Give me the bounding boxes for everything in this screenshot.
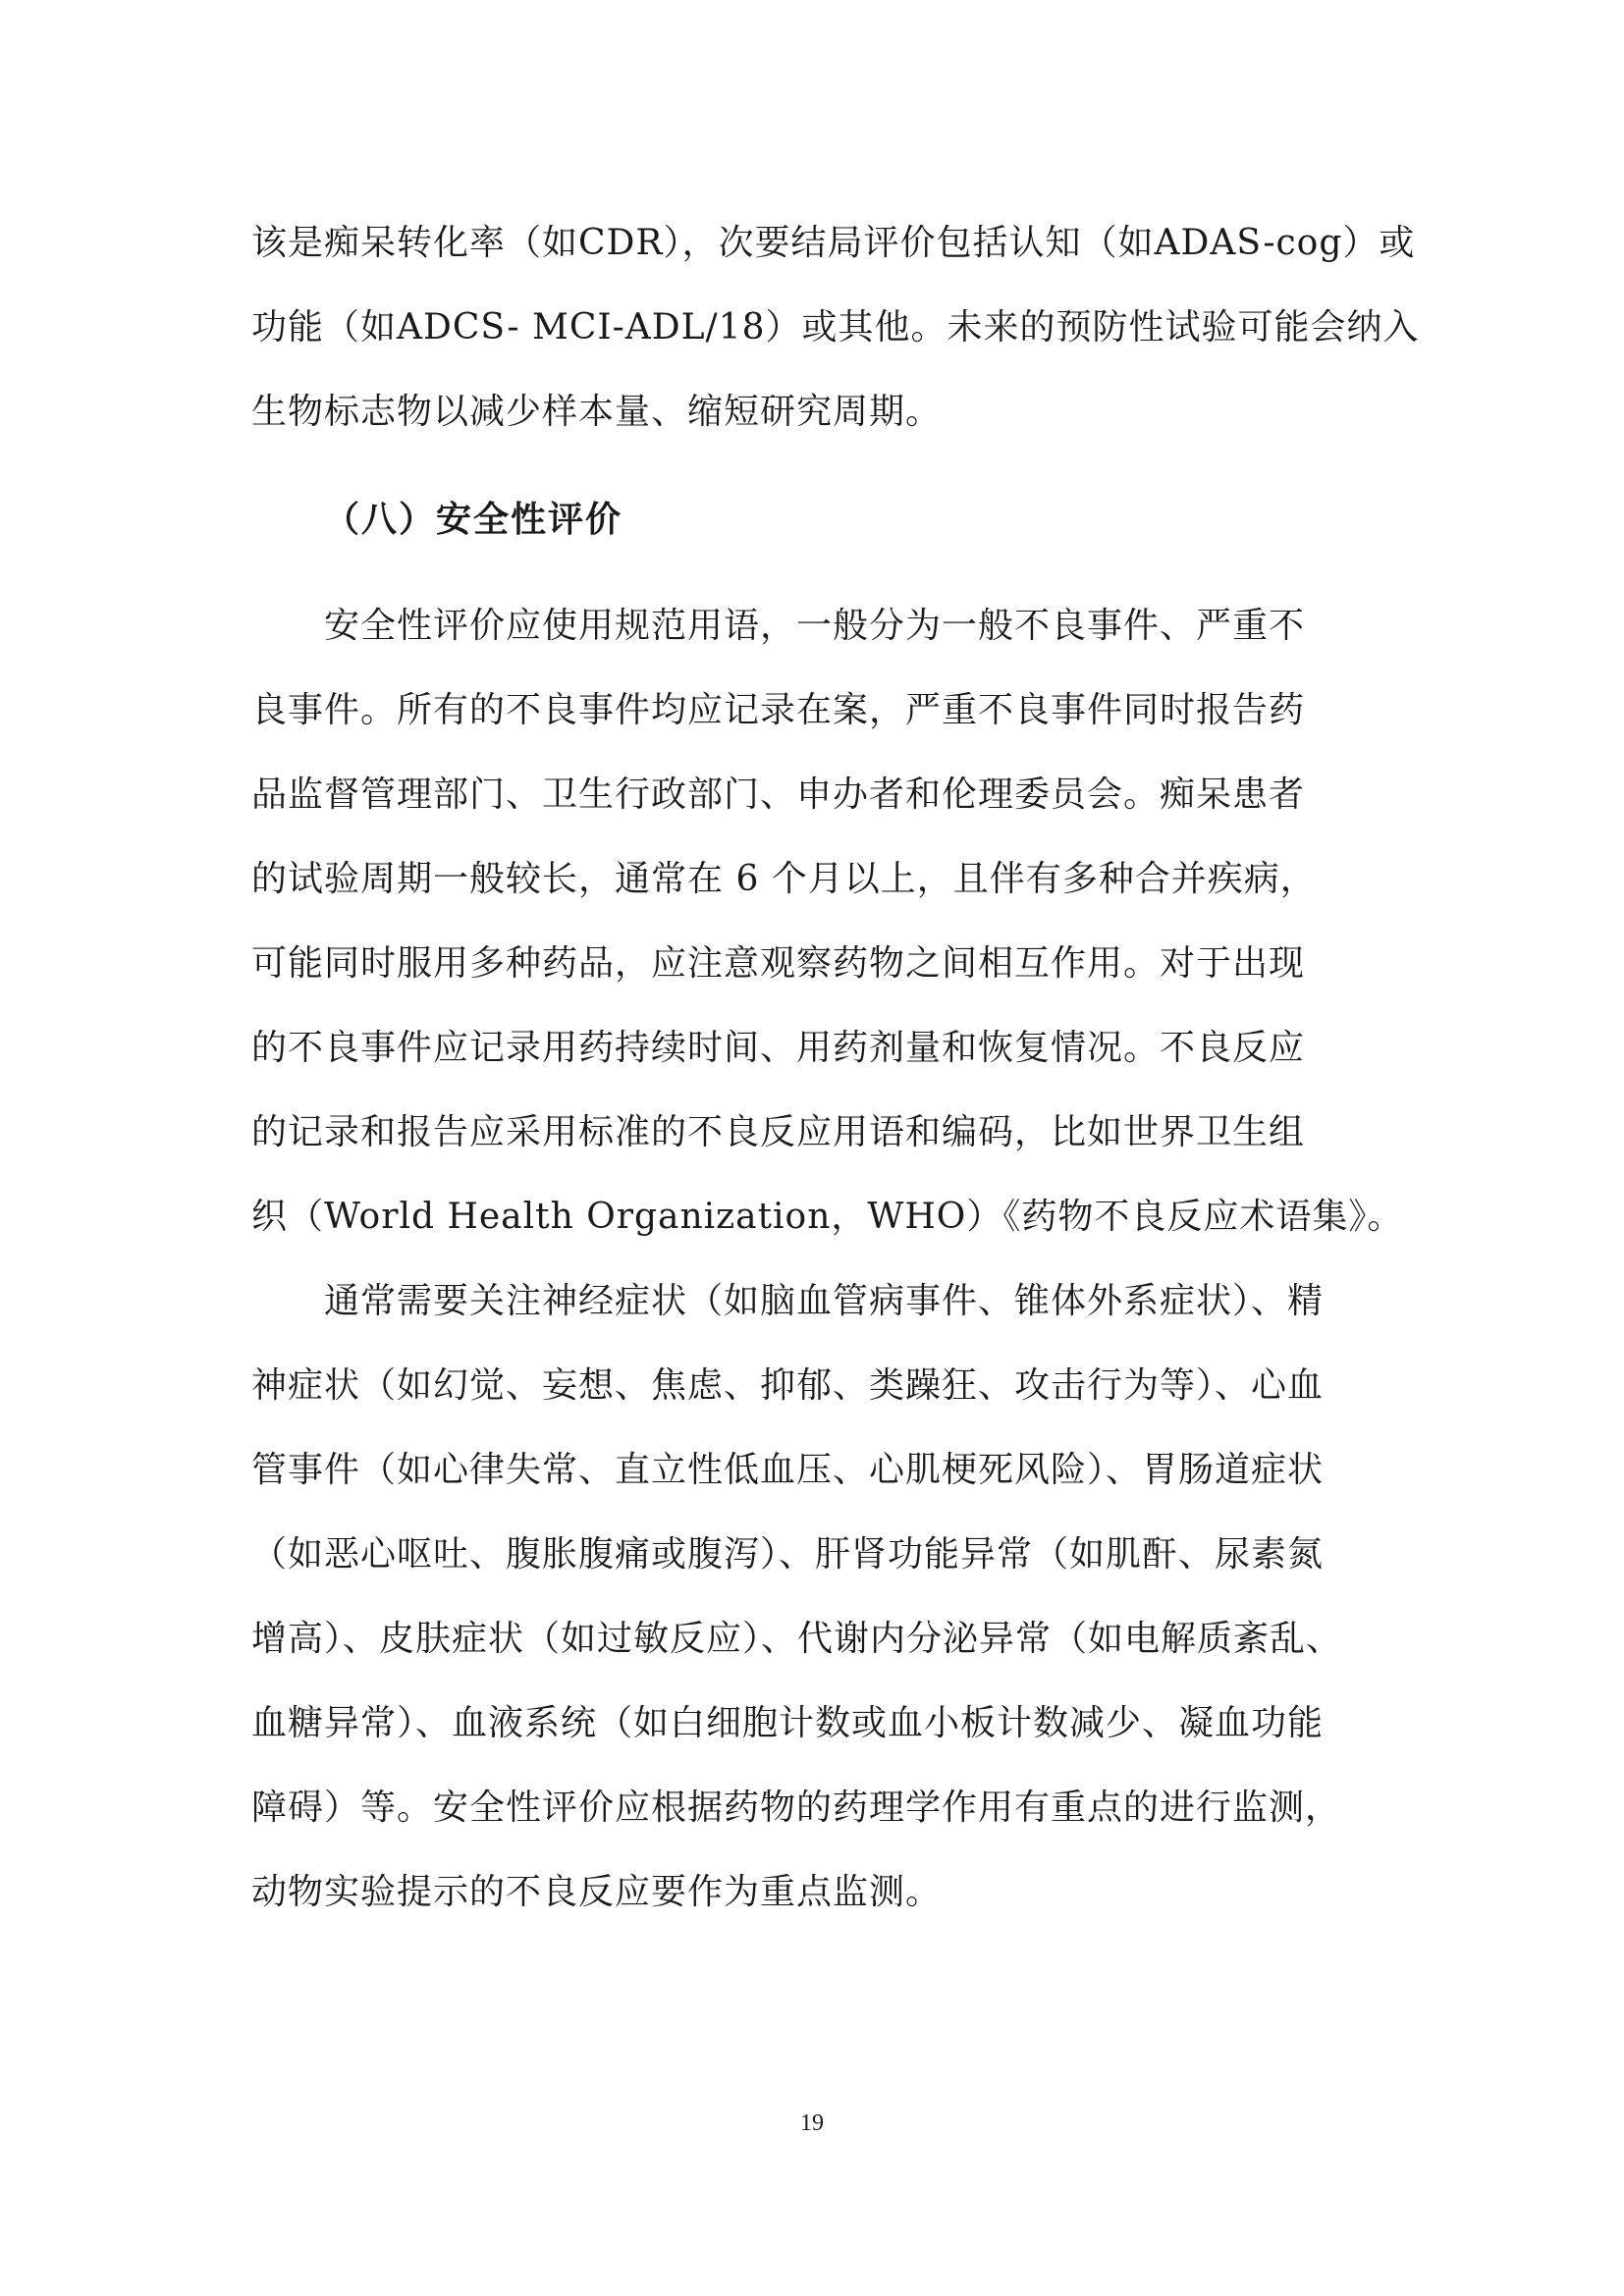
section-heading (0, 491, 1624, 550)
text-line (0, 1188, 1624, 1247)
paragraph-monitoring-line-2: 神症状（如幻觉、妄想、焦虑、抑郁、类躁狂、攻击行为等）、心血 (251, 1365, 1325, 1406)
paragraph-monitoring-line-8: 动物实验提示的不良反应要作为重点监测。 (251, 1872, 943, 1912)
paragraph-monitoring-line-6: 血糖异常）、血液系统（如白细胞计数或血小板计数减少、凝血功能 (251, 1703, 1325, 1743)
paragraph-safety-line-8: 织（World Health Organization，WHO）《药物不良反应术语集》。 (251, 1197, 1404, 1237)
page-number: 19 (800, 2110, 824, 2136)
text-line (0, 1019, 1624, 1078)
paragraph-safety-line-2: 良事件。所有的不良事件均应记录在案，严重不良事件同时报告药 (251, 690, 1306, 730)
text-line (0, 850, 1624, 909)
paragraph-continuation-line-3: 生物标志物以减少样本量、缩短研究周期。 (251, 392, 943, 432)
text-line (0, 681, 1624, 740)
text-line (0, 1441, 1624, 1500)
paragraph-safety-line-3: 品监督管理部门、卫生行政部门、申办者和伦理委员会。痴呆患者 (251, 774, 1306, 815)
text-line (0, 298, 1624, 357)
paragraph-monitoring-line-3: 管事件（如心律失常、直立性低血压、心肌梗死风险）、胃肠道症状 (251, 1450, 1325, 1490)
text-line (0, 1863, 1624, 1922)
paragraph-monitoring-line-1: 通常需要关注神经症状（如脑血管病事件、锥体外系症状）、精 (324, 1281, 1325, 1321)
paragraph-safety-line-4: 的试验周期一般较长，通常在 6 个月以上，且伴有多种合并疾病， (251, 859, 1317, 899)
paragraph-monitoring-line-7: 障碍）等。安全性评价应根据药物的药理学作用有重点的进行监测， (251, 1788, 1342, 1828)
text-line (0, 1610, 1624, 1669)
paragraph-safety-line-1: 安全性评价应使用规范用语，一般分为一般不良事件、严重不 (324, 606, 1306, 646)
text-line (0, 1103, 1624, 1162)
text-line (0, 1357, 1624, 1415)
text-line (0, 1779, 1624, 1838)
text-line (0, 1694, 1624, 1753)
text-line (0, 934, 1624, 993)
text-line (0, 383, 1624, 442)
section-heading-text: （八）安全性评价 (324, 500, 623, 540)
paragraph-continuation-line-1: 该是痴呆转化率（如CDR），次要结局评价包括认知（如ADAS-cog）或 (251, 223, 1416, 263)
text-line (0, 597, 1624, 656)
text-line (0, 1272, 1624, 1331)
text-line (0, 214, 1624, 273)
paragraph-safety-line-5: 可能同时服用多种药品，应注意观察药物之间相互作用。对于出现 (251, 943, 1306, 984)
text-line (0, 1525, 1624, 1584)
paragraph-monitoring-line-4: （如恶心呕吐、腹胀腹痛或腹泻）、肝肾功能异常（如肌酐、尿素氮 (251, 1534, 1325, 1575)
paragraph-safety-line-6: 的不良事件应记录用药持续时间、用药剂量和恢复情况。不良反应 (251, 1028, 1306, 1068)
paragraph-continuation-line-2: 功能（如ADCS- MCI-ADL/18）或其他。未来的预防性试验可能会纳入 (251, 307, 1420, 347)
paragraph-safety-line-7: 的记录和报告应采用标准的不良反应用语和编码，比如世界卫生组 (251, 1112, 1306, 1152)
paragraph-monitoring-line-5: 增高）、皮肤症状（如过敏反应）、代谢内分泌异常（如电解质紊乱、 (251, 1619, 1343, 1659)
text-line (0, 766, 1624, 825)
